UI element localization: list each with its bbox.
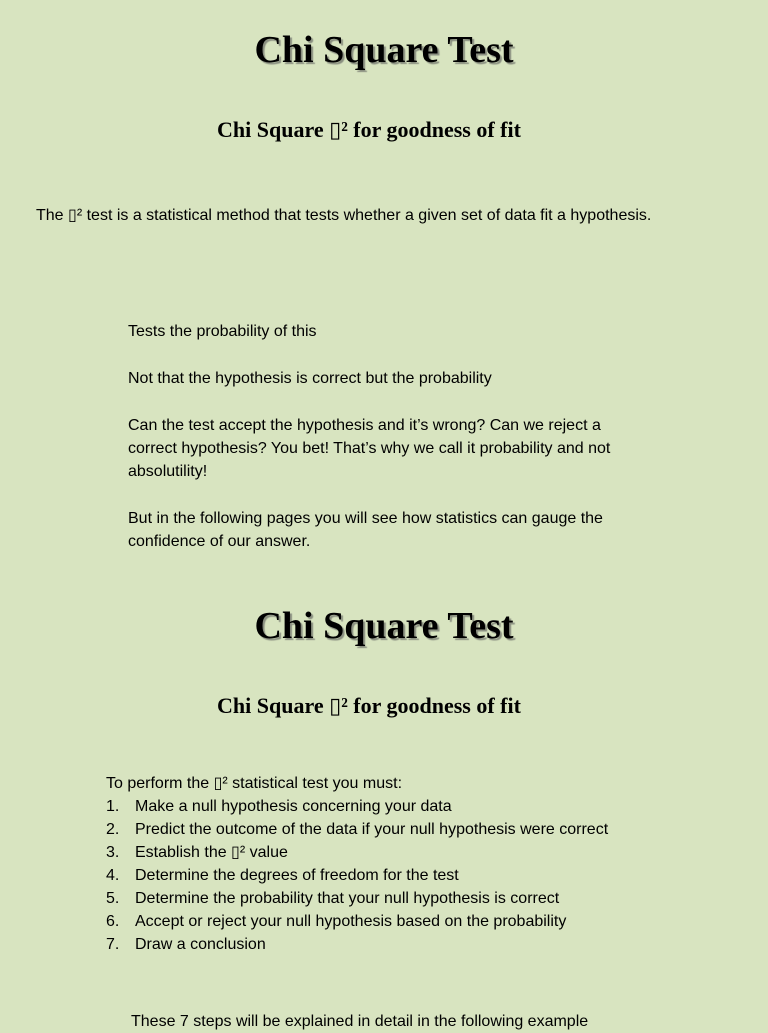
step-number: 1.: [106, 798, 120, 815]
step-text: Determine the degrees of freedom for the test: [135, 867, 459, 884]
step-item: [106, 864, 726, 887]
points-block: [128, 320, 628, 577]
slide-1-title: Chi Square Test: [254, 29, 514, 71]
step-item: [106, 795, 726, 818]
step-number: 5.: [106, 890, 120, 907]
point-text: Not that the hypothesis is correct but the probability: [128, 370, 492, 387]
point-text: Can the test accept the hypothesis and it’s wrong? Can we reject a correct hypothesis? You bet! That’s why we call it probability and not absolutility!: [128, 417, 611, 480]
slide-2-subtitle: Chi Square ▯² for goodness of fit: [217, 693, 521, 718]
point-text: But in the following pages you will see how statistics can gauge the confidence of our answer.: [128, 510, 603, 550]
step-number: 2.: [106, 821, 120, 838]
slide-2: [0, 576, 768, 1030]
steps-list: [106, 795, 726, 956]
slide-2-title: Chi Square Test: [254, 605, 514, 647]
step-item: [106, 841, 726, 864]
intro-text: The ▯² test is a statistical method that tests whether a given set of data fit a hypothesis.: [36, 207, 652, 224]
step-text: Predict the outcome of the data if your null hypothesis were correct: [135, 821, 609, 838]
step-text: Determine the probability that your null hypothesis is correct: [135, 890, 560, 907]
step-number: 7.: [106, 936, 120, 953]
step-text: Draw a conclusion: [135, 936, 266, 953]
step-item: [106, 933, 726, 956]
step-text: Make a null hypothesis concerning your data: [135, 798, 452, 815]
step-number: 3.: [106, 844, 120, 861]
step-text: Accept or reject your null hypothesis based on the probability: [135, 913, 567, 930]
point-text: Tests the probability of this: [128, 323, 317, 340]
steps-intro: To perform the ▯² statistical test you must:: [106, 775, 403, 792]
footer-note: These 7 steps will be explained in detail in the following example: [131, 1013, 589, 1030]
step-text: Establish the ▯² value: [135, 844, 288, 861]
step-item: [106, 910, 726, 933]
step-number: 6.: [106, 913, 120, 930]
step-number: 4.: [106, 867, 120, 884]
step-item: [106, 887, 726, 910]
step-item: [106, 818, 726, 841]
slide-1-subtitle: Chi Square ▯² for goodness of fit: [217, 117, 521, 142]
